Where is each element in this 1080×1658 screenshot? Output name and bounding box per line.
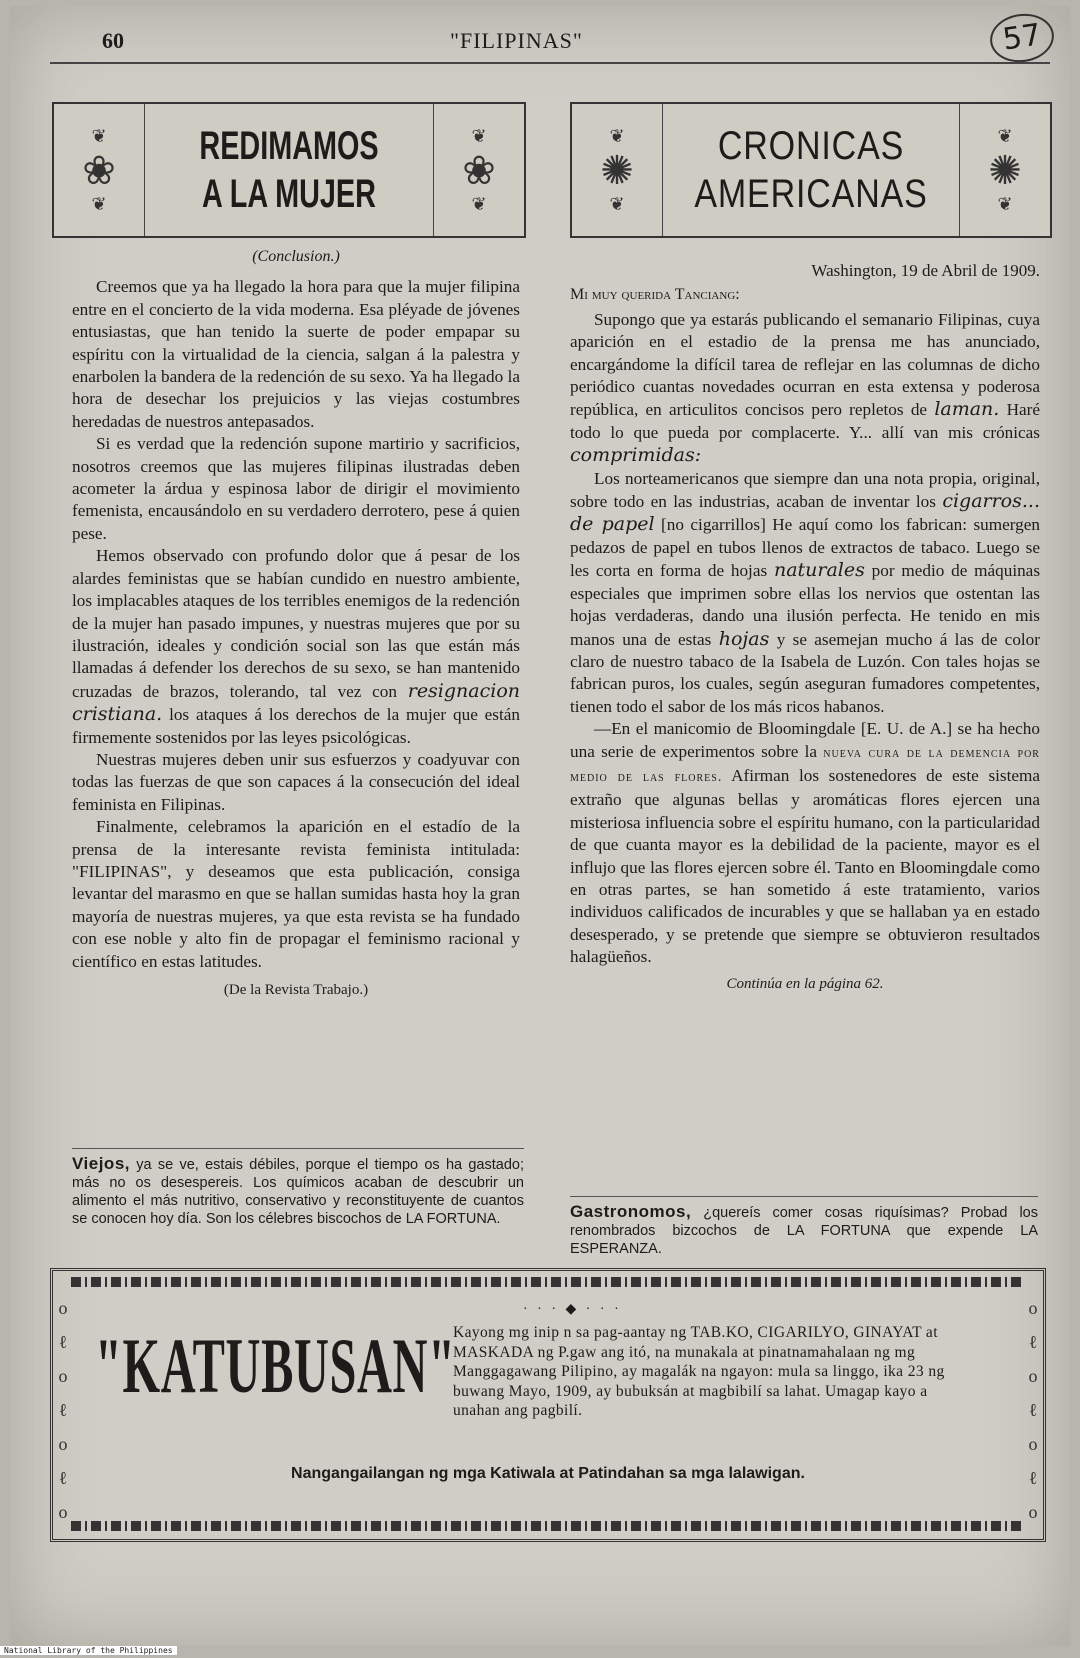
paragraph: Creemos que ya ha llegado la hora para que la mujer filipina entre en el concierto de la vida moderna. Esa pléyade de jóvenes entusiastas, que han tenido la suerte de poder empapar su espíritu con la virtualidad de la ciencia, salgan á la palestra y enarbolen la bandera de la redención de su sexo. Ya ha llegado la hora de desechar los prejuicios y las viejas costumbres heredadas de nuestros antepasados. — [72, 277, 520, 431]
left-article-body — [72, 246, 520, 1001]
right-article-title-box — [570, 102, 1052, 238]
side-ornament-icon: o ℓ o ℓ o ℓ o — [1028, 1298, 1038, 1522]
paragraph: Hemos observado con profundo dolor que á pesar de los alardes feministas que se habían cundido en nuestro ambiente, los implacables ataques de los terribles enemigos de la redención de la mujer han pasado impunes, y nuestras mujeres que por su ilustración, ideales y condición social son las que están más llamadas á defender los derechos de su sexo, se han mantenido cruzadas de brazos, tolerando, tal vez con resignacion cristiana. los ataques á los derechos de la mujer que están firmemente sostenidos por las leyes psicológicas. — [72, 546, 521, 747]
dotted-ornament: · · · ◆ · · · — [523, 1302, 622, 1317]
article-subtitle: (Conclusion.) — [252, 248, 340, 265]
script-emphasis: resignacion cristiana. — [72, 679, 521, 726]
sunburst-ornament-icon: ❦ ✺ ❦ — [572, 104, 663, 236]
ad-text: ¿quereís comer cosas riquísimas? Probad los renombrados bizcochos de LA FORTUNA que expende LA ESPERANZA. — [570, 1205, 1038, 1257]
ad-la-fortuna — [72, 1148, 524, 1228]
ad-lead: Gastronomos, — [570, 1202, 692, 1221]
paragraph: Si es verdad que la redención supone martirio y sacrificios, nosotros creemos que las mujeres filipinas ilustradas deben acometer la árdua y espinosa labor de dirigir el movimiento femenista, encausándolo en su verdadero derrotero, pese á quien pese. — [72, 434, 520, 543]
left-article-title-box — [52, 102, 526, 238]
smallcaps-emphasis: nueva cura de la demencia por medio de las flores. — [570, 745, 1040, 785]
wreath-ornament-icon: ❦ ❀ ❦ — [433, 104, 524, 236]
script-emphasis: cigarros... de papel — [570, 490, 1040, 536]
header-rule — [50, 62, 1050, 64]
page-number: 60 — [102, 28, 124, 53]
script-emphasis: laman. — [934, 398, 1000, 421]
right-article-title: CRONICAS AMERICANAS — [694, 124, 928, 216]
right-article-body — [570, 260, 1040, 995]
continued-note: Continúa en la página 62. — [726, 975, 884, 992]
wreath-ornament-icon: ❦ ❀ ❦ — [54, 104, 145, 236]
side-ornament-icon: o ℓ o ℓ o ℓ o — [58, 1298, 68, 1522]
running-head: "FILIPINAS" — [450, 28, 583, 53]
script-emphasis: naturales — [773, 559, 865, 582]
ad-text: ya se ve, estais débiles, porque el tiempo os ha gastado; más no os desespereis. Los químicos acaban de descubrir un alimento el más nutritivo, conservativo y reconstituyente de cuantos se conocen hoy día. Son los célebres biscochos de LA FORTUNA. — [72, 1157, 524, 1227]
sunburst-ornament-icon: ❦ ✺ ❦ — [959, 104, 1050, 236]
paragraph: Los norteamericanos que siempre dan una nota propia, original, sobre todo en las industrias, acaban de inventar los cigarros... de papel [no cigarrillos] He aquí como los fabrican: sumergen pedazos de papel en tubos llenos de extractos de tabaco. Luego se les corta en forma de hojas naturales por medio de máquinas especiales que imprimen sobre ellas los nervios que ostentan las hojas verdaderas, dando una ilusión perfecta. He tenido en mis manos una de estas hojas y se asemejan mucho á las de color claro de nuestro tabaco de la Isabela de Luzón. Con tales hojas se fabrican puros, los cuales, según aseguran fumadores competentes, tienen todo el sabor de los más ricos habanos. — [570, 468, 1041, 716]
salutation: Mi muy querida Tanciang: — [570, 286, 740, 304]
katubusan-footer: Nangangailangan ng mga Katiwala at Patindahan sa mga lalawigan. — [291, 1465, 805, 1482]
script-emphasis: comprimidas: — [570, 444, 702, 467]
library-credit: National Library of the Philippines — [0, 1646, 177, 1655]
ad-la-esperanza — [570, 1196, 1038, 1258]
handwritten-folio: 57 — [987, 10, 1057, 66]
paragraph: Supongo que ya estarás publicando el semanario Filipinas, cuya aparición en el estadio de la prensa me has anunciado, encargándome la difícil tarea de reflejar en las columnas de dicho periódico cuantas novedades ocurran en esta extensa y poderosa república, en articulitos concisos pero repletos de laman. Haré todo lo que pueda por complacerte. Y... allí van mis crónicas comprimidas: — [570, 309, 1040, 467]
paragraph: Nuestras mujeres deben unir sus esfuerzos y coadyuvar con todas las fuerzas de que son capaces á la consecución del ideal feminista en Filipinas. — [72, 749, 520, 814]
chain-border-ornament — [71, 1277, 1021, 1287]
article-source: (De la Revista Trabajo.) — [223, 982, 369, 998]
katubusan-title: "KATUBUSAN" — [95, 1322, 456, 1409]
script-emphasis: hojas — [718, 627, 770, 650]
ad-lead: Viejos, — [72, 1154, 130, 1173]
paragraph: —En el manicomio de Bloomingdale [E. U. de A.] se ha hecho una serie de experimentos sobre la nueva cura de la demencia por medio de las flores. Afirman los sostenedores de este sistema extraño que algunas bellas y aromáticas flores ejercen una misteriosa influencia sobre el espíritu humano, con la particularidad de que cuanta mayor es la debilidad de la paciente, mayor es el influjo que las flores ejercen sobre él. Tanto en Bloomingdale como en otras partes, se han sometido á este tratamiento, varios individuos calificados de incurables y que se hallaban ya en estado desesperado, y se pretende que siempre se obtuvieron resultados halagüeños. — [570, 719, 1040, 967]
paragraph: Finalmente, celebramos la aparición en el estadío de la prensa de la interesante revista feminista intitulada: "FILIPINAS", y deseamos que esta publicación, consiga levantar del marasmo en que se hallan sumidas hasta hoy la gran mayoría de nuestras mujeres, ya que esta revista se ha fundado con ese noble y alto fin de propagar el feminismo racional y científico en estas latitudes. — [72, 817, 520, 971]
chain-border-ornament — [71, 1521, 1021, 1531]
dateline: Washington, 19 de Abril de 1909. — [811, 261, 1040, 280]
katubusan-ad-box — [50, 1268, 1046, 1542]
newspaper-page — [10, 6, 1070, 1646]
katubusan-body: Kayong mg inip n sa pag-aantay ng TAB.KO, CIGARILYO, GINAYAT at MASKADA ng P.gaw ang itó, na munakala at pinatnamahalaan ng mg Manggagawang Pilipino, ay magalák na ngayon: mula sa linggo, ika 23 ng buwang Mayo, 1909, ay bubuksán at magbibilí sa lahat. Umagap kayo a unahan ang pagbilí. — [453, 1324, 945, 1419]
left-article-title: REDIMAMOS A LA MUJER — [199, 124, 379, 216]
